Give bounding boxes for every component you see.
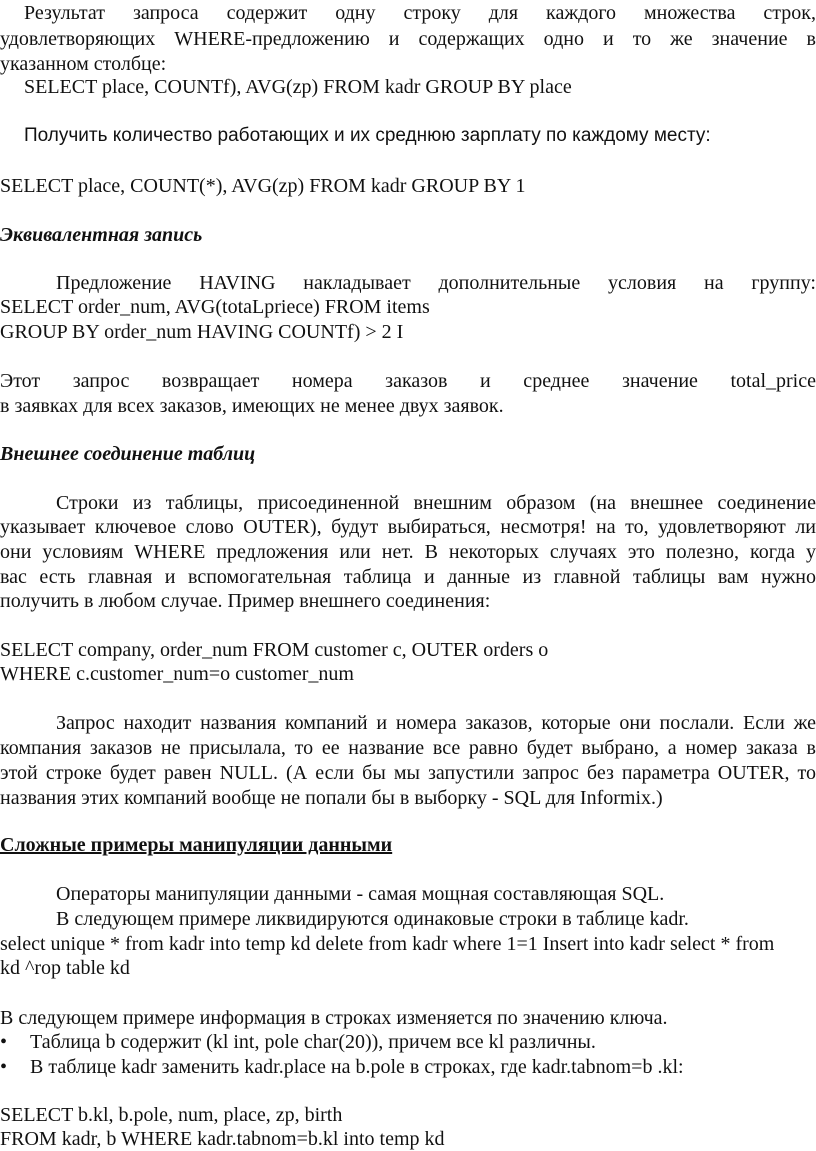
- sql-code-line: SELECT place, COUNTf), AVG(zp) FROM kadr GROUP BY place: [24, 76, 572, 98]
- sql-code-line: FROM kadr, b WHERE kadr.tabnom=b.kl into temp kd: [0, 1128, 445, 1150]
- paragraph-line: они условиям WHERE предложения или нет. В некоторых случаях это полезно, когда у: [0, 541, 816, 563]
- section-heading: Сложные примеры манипуляции данными: [0, 834, 393, 856]
- paragraph-line: Операторы манипуляции данными - самая мощная составляющая SQL.: [56, 883, 665, 905]
- paragraph-line: удовлетворяющих WHERE-предложению и содержащих одно и то же значение в: [0, 28, 816, 50]
- section-heading: Эквивалентная запись: [0, 224, 203, 246]
- paragraph-line: В следующем примере информация в строках изменяется по значению ключа.: [0, 1007, 668, 1029]
- paragraph-line: Результат запроса содержит одну строку для каждого множества строк,: [24, 2, 816, 24]
- bullet-marker: •: [0, 1056, 8, 1078]
- sql-code-line: GROUP BY order_num HAVING COUNTf) > 2 I: [0, 321, 404, 343]
- paragraph-line: этой строке будет равен NULL. (А если бы мы запустили запрос без параметра OUTER, то: [0, 762, 816, 784]
- sql-code-line: SELECT company, order_num FROM customer c, OUTER orders o: [0, 639, 549, 661]
- sql-code-line: WHERE c.customer_num=o customer_num: [0, 663, 354, 685]
- paragraph-line: Строки из таблицы, присоединенной внешним образом (на внешнее соединение: [56, 492, 816, 514]
- paragraph-line: Этот запрос возвращает номера заказов и среднее значение total_price: [0, 370, 816, 392]
- sql-code-line: select unique * from kadr into temp kd delete from kadr where 1=1 Insert into kadr select * from: [0, 933, 775, 955]
- bullet-item: [0, 1030, 816, 1054]
- paragraph-line: указывает ключевое слово OUTER), будут выбираться, несмотря! на то, удовлетворяют ли: [0, 516, 816, 538]
- sql-code-line: SELECT place, COUNT(*), AVG(zp) FROM kadr GROUP BY 1: [0, 175, 526, 197]
- paragraph-line: Запрос находит названия компаний и номера заказов, которые они послали. Если же: [56, 712, 816, 734]
- bullet-text: В таблице kadr заменить kadr.place на b.pole в строках, где kadr.tabnom=b .kl:: [30, 1056, 684, 1078]
- paragraph-line: Предложение HAVING накладывает дополнительные условия на группу:: [56, 272, 816, 294]
- paragraph-line: в заявках для всех заказов, имеющих не менее двух заявок.: [0, 395, 504, 417]
- paragraph-line: названия этих компаний вообще не попали бы в выборку - SQL для Informix.): [0, 787, 663, 809]
- paragraph-line: указанном столбце:: [0, 53, 167, 75]
- sql-code-line: kd ^rop table kd: [0, 957, 130, 979]
- paragraph-line: В следующем примере ликвидируются одинаковые строки в таблице kadr.: [56, 908, 689, 930]
- paragraph-line: компания заказов не присылала, то ее название все равно будет выбрано, а номер заказа в: [0, 737, 816, 759]
- bullet-text: Таблица b содержит (kl int, pole char(20)), причем все kl различны.: [30, 1031, 596, 1053]
- paragraph-line: Получить количество работающих и их среднюю зарплату по каждому месту:: [24, 125, 711, 146]
- section-heading: Внешнее соединение таблиц: [0, 443, 256, 465]
- bullet-marker: •: [0, 1031, 8, 1053]
- paragraph-line: вас есть главная и вспомогательная таблица и данные из главной таблицы вам нужно: [0, 566, 816, 588]
- sql-code-line: SELECT b.kl, b.pole, num, place, zp, birth: [0, 1104, 343, 1126]
- bullet-item: [0, 1055, 816, 1079]
- paragraph-line: получить в любом случае. Пример внешнего соединения:: [0, 590, 491, 612]
- sql-code-line: SELECT order_num, AVG(totaLpriece) FROM items: [0, 296, 430, 318]
